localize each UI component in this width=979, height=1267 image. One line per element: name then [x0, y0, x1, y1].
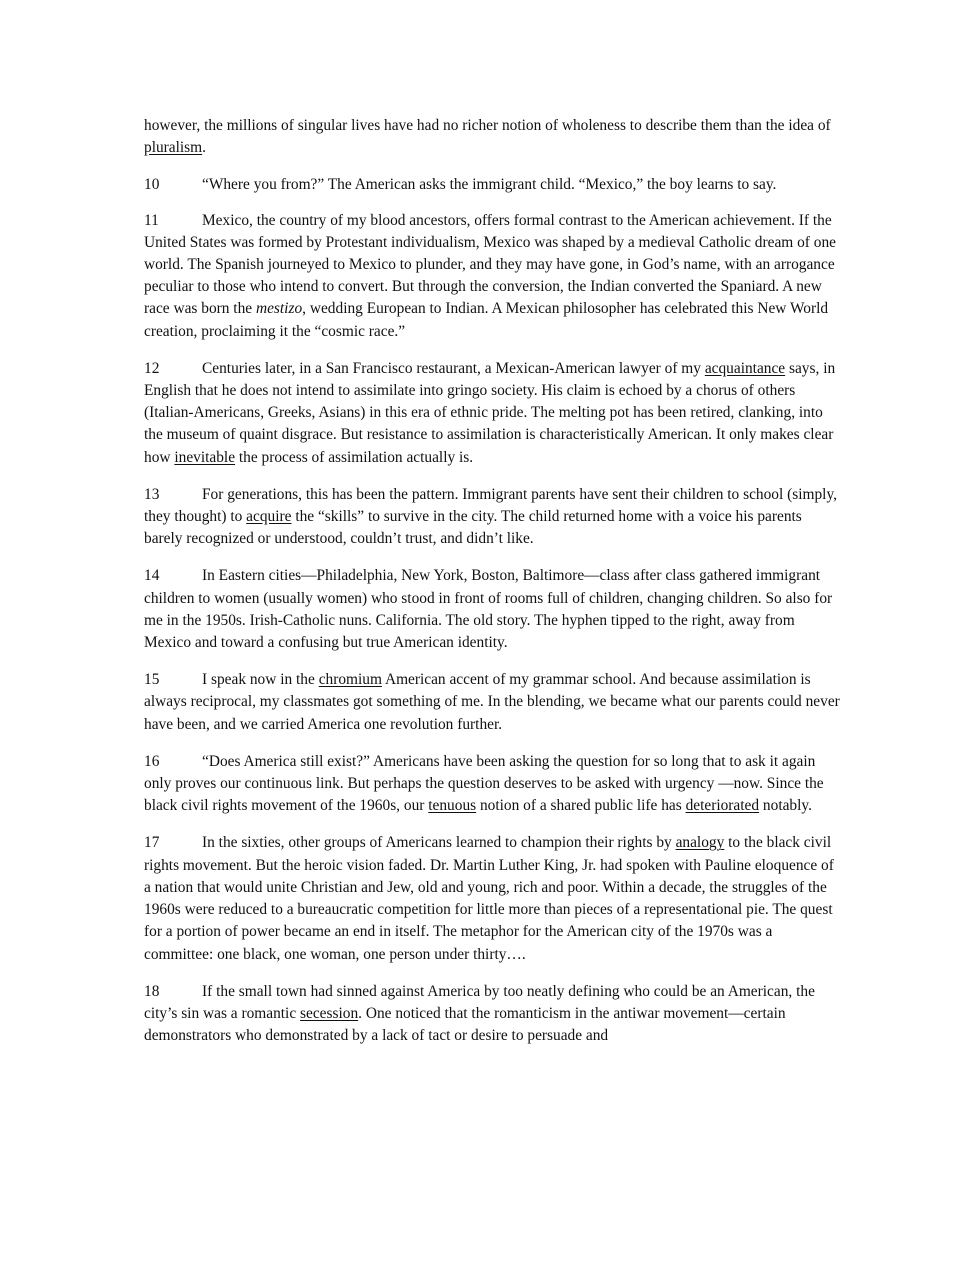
paragraph-11 [144, 210, 844, 343]
paragraph-text: I speak now in the [202, 671, 319, 689]
document-page [144, 115, 844, 1062]
paragraph-18 [144, 981, 844, 1048]
paragraph-text: to the black civil rights movement. But the heroic vision faded. Dr. Martin Luther King, Jr. had spoken with Pauline eloquence of a nation that would unite Christian and Jew, old and young, rich and poor. Within a decade, the struggles of the 1960s were reduced to a bureaucratic competition for little more than pieces of a representational pie. The quest for a portion of power became an end in itself. The metaphor for the American city of the 1970s was a committee: one black, one woman, one person under thirty…. [144, 834, 834, 963]
paragraph-text: says, in English that he does not intend to assimilate into gringo society. His claim is echoed by a chorus of others (Italian-Americans, Greeks, Asians) in this era of ethnic pride. The melting pot has been retired, clanking, into the museum of quaint disgrace. But resistance to assimilation is characteristically American. It only makes clear how [144, 359, 836, 466]
italic-term: mestizo [255, 300, 303, 318]
vocab-word: deteriorated [685, 797, 760, 815]
paragraph-12 [144, 358, 844, 469]
paragraph-number: 16 [144, 752, 160, 770]
paragraph-number: 15 [144, 671, 160, 689]
paragraph-text: Mexico, the country of my blood ancestors, offers formal contrast to the American achievement. If the United States was formed by Protestant individualism, Mexico was shaped by a medieval Catholic dream of one world. The Spanish journeyed to Mexico to plunder, and they may have gone, in God’s name, with an arrogance peculiar to those who intend to convert. But through the conversion, the Indian converted the Spaniard. A new race was born the [144, 211, 836, 318]
vocab-word: analogy [675, 834, 725, 852]
paragraph-number: 13 [144, 485, 160, 503]
paragraph-13 [144, 484, 844, 551]
vocab-word: acquire [246, 508, 292, 526]
paragraph-text: American accent of my grammar school. And because assimilation is always reciprocal, my classmates got something of me. In the blending, we became what our parents could never have been, and we carried America one revolution further. [144, 671, 840, 733]
paragraph-text: the process of assimilation actually is. [235, 448, 474, 466]
paragraph-number: 17 [144, 834, 160, 852]
paragraph-text: “Where you from?” The American asks the immigrant child. “Mexico,” the boy learns to say. [202, 176, 777, 194]
paragraph-text: notion of a shared public life has [476, 797, 686, 815]
paragraph-16 [144, 751, 844, 818]
vocab-word: inevitable [174, 448, 236, 466]
paragraph-17 [144, 832, 844, 965]
paragraph-number: 11 [144, 211, 159, 229]
paragraph-text: In the sixties, other groups of Americans learned to champion their rights by [202, 834, 676, 852]
paragraph-text: . One noticed that the romanticism in the antiwar movement—certain demonstrators who demonstrated by a lack of tact or desire to persuade and [144, 1004, 786, 1045]
vocab-word: secession [300, 1004, 359, 1022]
paragraph-text: If the small town had sinned against America by too neatly defining who could be an American, the city’s sin was a romantic [144, 982, 815, 1022]
paragraph-10 [144, 174, 844, 196]
paragraph-text: , wedding European to Indian. A Mexican philosopher has celebrated this New World creation, proclaiming it the “cosmic race.” [144, 300, 829, 340]
paragraph-text: however, the millions of singular lives have had no richer notion of wholeness to describe them than the idea of [144, 117, 831, 134]
paragraph-text: Centuries later, in a San Francisco restaurant, a Mexican-American lawyer of my [202, 359, 705, 377]
paragraph-text: notably. [759, 797, 812, 815]
paragraph-text: “Does America still exist?” Americans have been asking the question for so long that to ask it again only proves our continuous link. But perhaps the question deserves to be asked with urgency —now. Since the black civil rights movement of the 1960s, our [144, 752, 824, 815]
paragraph-text: . [202, 139, 206, 157]
paragraph-15 [144, 669, 844, 736]
vocab-word: tenuous [428, 797, 477, 815]
vocab-word: pluralism [144, 139, 203, 157]
paragraph-number: 18 [144, 982, 160, 1000]
paragraph-intro [144, 115, 844, 159]
paragraph-number: 14 [144, 567, 160, 585]
paragraph-number: 12 [144, 359, 160, 377]
paragraph-text: For generations, this has been the pattern. Immigrant parents have sent their children to school (simply, they thought) to [144, 485, 837, 526]
paragraph-text: In Eastern cities—Philadelphia, New York, Boston, Baltimore—class after class gathered immigrant children to women (usually women) who stood in front of rooms full of children, changing children. So also for me in the 1950s. Irish-Catholic nuns. California. The old story. The hyphen tipped to the right, away from Mexico and toward a confusing but true American identity. [144, 567, 833, 652]
paragraph-number: 10 [144, 176, 160, 194]
vocab-word: chromium [318, 671, 382, 689]
vocab-word: acquaintance [704, 359, 786, 377]
paragraph-14 [144, 565, 844, 654]
paragraph-text: the “skills” to survive in the city. The child returned home with a voice his parents barely recognized or understood, couldn’t trust, and didn’t like. [144, 508, 802, 548]
